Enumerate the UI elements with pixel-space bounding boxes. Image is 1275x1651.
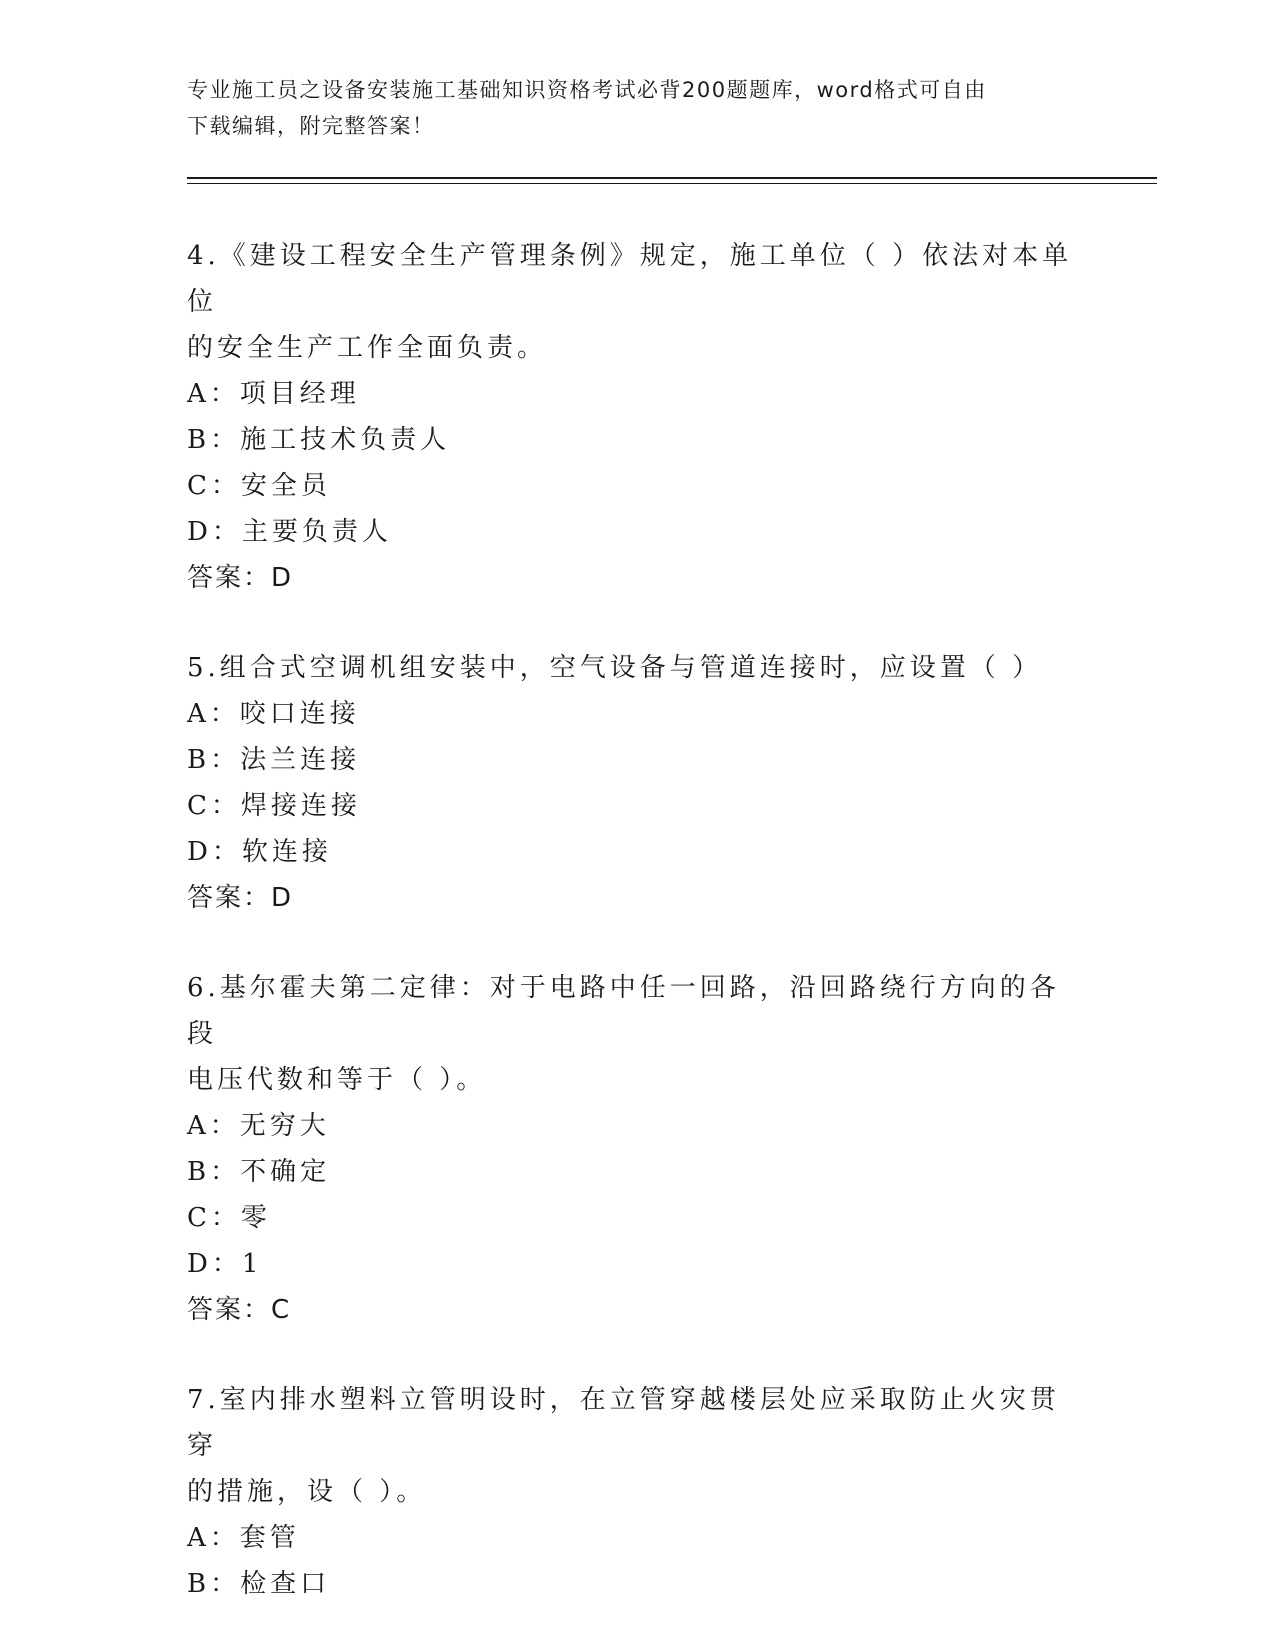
option-c: C：安全员 <box>187 471 331 501</box>
header-line-2: 下载编辑，附完整答案！ <box>187 114 435 138</box>
question-6 <box>187 965 1087 1333</box>
question-5 <box>187 645 1087 921</box>
question-stem: 5.组合式空调机组安装中，空气设备与管道连接时，应设置（ ） <box>187 653 1043 683</box>
question-stem: 7.室内排水塑料立管明设时，在立管穿越楼层处应采取防止火灾贯穿 <box>187 1385 1060 1461</box>
option-b: B：不确定 <box>187 1157 331 1187</box>
question-stem-continued: 的安全生产工作全面负责。 <box>187 333 548 363</box>
header-line-1: 专业施工员之设备安装施工基础知识资格考试必背200题题库，word格式可自由 <box>187 78 987 102</box>
answer: 答案：D <box>187 883 294 913</box>
question-stem: 4.《建设工程安全生产管理条例》规定，施工单位（ ）依法对本单位 <box>187 241 1073 317</box>
option-a: A：项目经理 <box>187 379 360 409</box>
option-c: C：焊接连接 <box>187 791 361 821</box>
option-a: A：无穷大 <box>187 1111 330 1141</box>
question-7 <box>187 1377 1087 1607</box>
header-divider-thin <box>187 183 1157 184</box>
header-divider-thick <box>187 177 1157 179</box>
option-a: A：套管 <box>187 1523 300 1553</box>
option-a: A：咬口连接 <box>187 699 360 729</box>
question-stem: 6.基尔霍夫第二定律：对于电路中任一回路，沿回路绕行方向的各段 <box>187 973 1060 1049</box>
document-header <box>187 72 1067 144</box>
question-stem-continued: 的措施，设（ ）。 <box>187 1477 427 1507</box>
question-4 <box>187 233 1087 601</box>
answer: 答案：D <box>187 563 294 593</box>
question-stem-continued: 电压代数和等于（ ）。 <box>187 1065 487 1095</box>
option-d: D：主要负责人 <box>187 517 392 547</box>
answer: 答案：C <box>187 1295 292 1325</box>
question-list <box>187 233 1087 1651</box>
option-c: C：零 <box>187 1203 271 1233</box>
option-d: D：软连接 <box>187 837 332 867</box>
option-b: B：施工技术负责人 <box>187 425 451 455</box>
option-b: B：检查口 <box>187 1569 331 1599</box>
option-d: D：1 <box>187 1249 263 1279</box>
option-b: B：法兰连接 <box>187 745 361 775</box>
